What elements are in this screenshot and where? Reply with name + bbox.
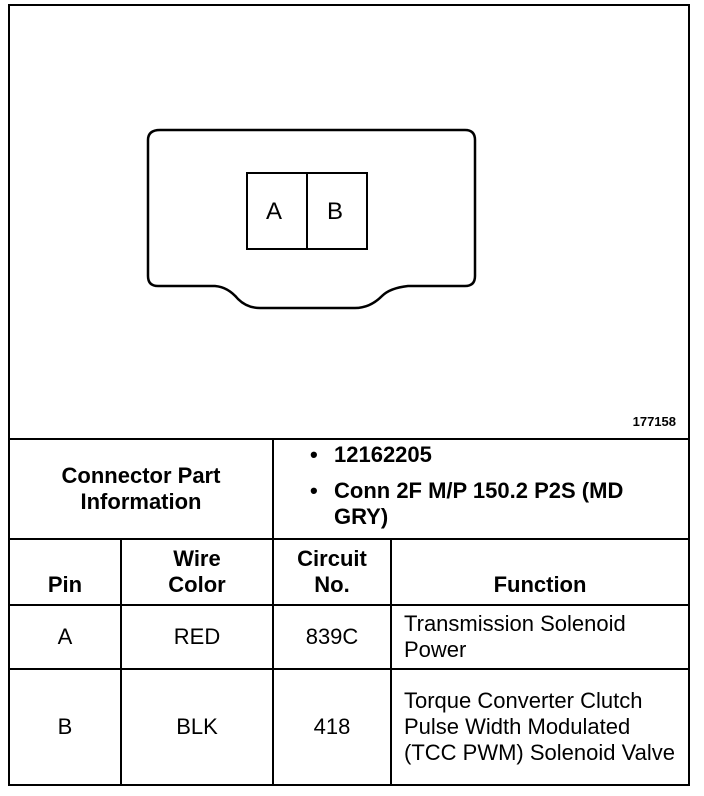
row-a-pin: A — [57, 624, 73, 649]
connector-part-number: 12162205 — [334, 442, 432, 467]
connector-description: Conn 2F M/P 150.2 P2S (MD GRY) — [334, 478, 624, 529]
pin-b-label: B — [327, 198, 344, 225]
connector-info-label: Connector Part Information — [61, 463, 221, 514]
row-b-circuit: 418 — [313, 714, 351, 739]
row-b-function: Torque Converter Clutch Pulse Width Modulated (TCC PWM) Solenoid Valve — [404, 688, 675, 765]
header-circuit-no: Circuit No. — [297, 546, 367, 597]
connector-figure — [10, 6, 688, 438]
list-item — [300, 478, 640, 530]
header-pin: Pin — [47, 572, 83, 597]
row-a-circuit: 839C — [305, 624, 359, 649]
pin-a-label: A — [266, 198, 283, 225]
connector-outline — [148, 130, 475, 308]
bullet-icon: • — [310, 478, 318, 503]
header-function: Function — [493, 572, 587, 597]
connector-info-list — [300, 442, 640, 530]
connector-face-drawing — [10, 6, 688, 438]
list-item — [300, 442, 640, 468]
row-a-function: Transmission Solenoid Power — [404, 611, 626, 662]
header-wire-color: Wire Color — [168, 546, 226, 597]
connector-diagram-frame — [8, 4, 690, 786]
bullet-icon: • — [310, 442, 318, 467]
row-b-wire-color: BLK — [176, 714, 218, 739]
row-b-pin: B — [57, 714, 73, 739]
row-a-wire-color: RED — [173, 624, 221, 649]
figure-id: 177158 — [632, 414, 676, 429]
